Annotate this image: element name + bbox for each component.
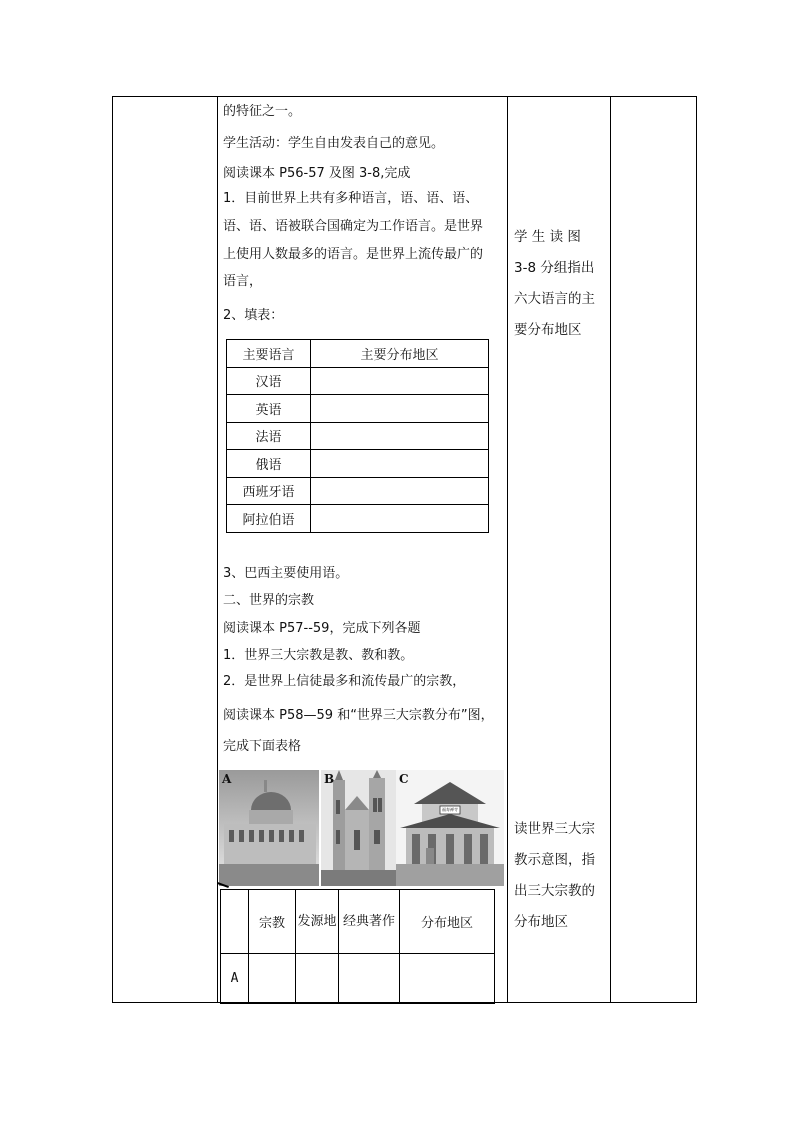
temple-image: [396, 770, 504, 886]
table-header: 分布地区: [400, 890, 495, 954]
side-note-religions: [514, 814, 606, 938]
religion-question-2: 2．是世界上信徒最多和流传最广的宗教，: [223, 674, 466, 689]
language-cell: 法语: [227, 422, 311, 450]
mosque-image: [219, 770, 319, 886]
blank-cell[interactable]: [311, 395, 489, 423]
table-header: [221, 890, 249, 954]
language-cell: 俄语: [227, 450, 311, 478]
section-heading: 二、世界的宗教: [223, 593, 315, 608]
question-3: 3、巴西主要使用语。: [223, 566, 349, 581]
church-image: [321, 770, 396, 886]
image-label: C: [399, 772, 409, 786]
table-row: [227, 395, 489, 423]
table-row: [227, 450, 489, 478]
reading-instruction: 阅读课本 P58—59 和“世界三大宗教分布”图，: [223, 708, 494, 723]
table-header: 宗教: [249, 890, 296, 954]
side-note-line: 学 生 读 图: [514, 229, 581, 245]
side-note-line: 分布地区: [514, 914, 568, 930]
blank-cell[interactable]: [311, 505, 489, 533]
table-row: [221, 954, 495, 1004]
question-1: 1．目前世界上共有多种语言，语、语、语、: [223, 191, 479, 206]
blank-cell[interactable]: [311, 422, 489, 450]
side-note-languages: [514, 222, 606, 346]
reading-instruction: 阅读课本 P57--59，完成下列各题: [223, 621, 421, 636]
table-row: [227, 477, 489, 505]
side-note-line: 要分布地区: [514, 322, 582, 338]
blank-cell[interactable]: [296, 954, 339, 1004]
question-1-cont: 语、语、语被联合国确定为工作语言。是世界: [223, 219, 484, 234]
language-cell: 汉语: [227, 367, 311, 395]
temple-sign: 福寿禅寺: [442, 807, 458, 812]
table-row: [227, 367, 489, 395]
side-note-line: 读世界三大宗: [514, 821, 595, 837]
language-cell: 西班牙语: [227, 477, 311, 505]
question-1-cont: 上使用人数最多的语言。是世界上流传最广的: [223, 247, 484, 262]
reading-instruction: 阅读课本 P56-57 及图 3-8,完成: [223, 166, 411, 181]
blank-cell[interactable]: [339, 954, 400, 1004]
blank-cell[interactable]: [311, 477, 489, 505]
side-note-line: 出三大宗教的: [514, 883, 595, 899]
blank-cell[interactable]: [311, 367, 489, 395]
side-note-line: 教示意图，指: [514, 852, 595, 868]
table-header: 经典著作: [339, 890, 400, 954]
question-2: 2、填表：: [223, 308, 284, 323]
text-line: 的特征之一。: [223, 104, 302, 119]
language-table: [226, 339, 489, 533]
language-cell: 阿拉伯语: [227, 505, 311, 533]
image-label: B: [324, 772, 335, 786]
blank-cell[interactable]: [311, 450, 489, 478]
table-header: 主要语言: [227, 340, 311, 368]
language-cell: 英语: [227, 395, 311, 423]
religion-table: [220, 889, 495, 1004]
row-label: A: [221, 954, 249, 1004]
image-label: A: [222, 772, 232, 786]
table-row: [227, 422, 489, 450]
student-activity: 学生活动：学生自由发表自己的意见。: [223, 136, 445, 151]
question-1-cont: 语言，: [223, 274, 263, 289]
side-note-line: 3-8 分组指出: [514, 260, 595, 276]
table-header: 发源地: [296, 890, 339, 954]
blank-cell[interactable]: [400, 954, 495, 1004]
side-note-line: 六大语言的主: [514, 291, 595, 307]
religion-question-1: 1．世界三大宗教是教、教和教。: [223, 648, 414, 663]
blank-cell[interactable]: [249, 954, 296, 1004]
table-row: [227, 505, 489, 533]
reading-instruction: 完成下面表格: [223, 739, 302, 754]
table-header: 主要分布地区: [311, 340, 489, 368]
